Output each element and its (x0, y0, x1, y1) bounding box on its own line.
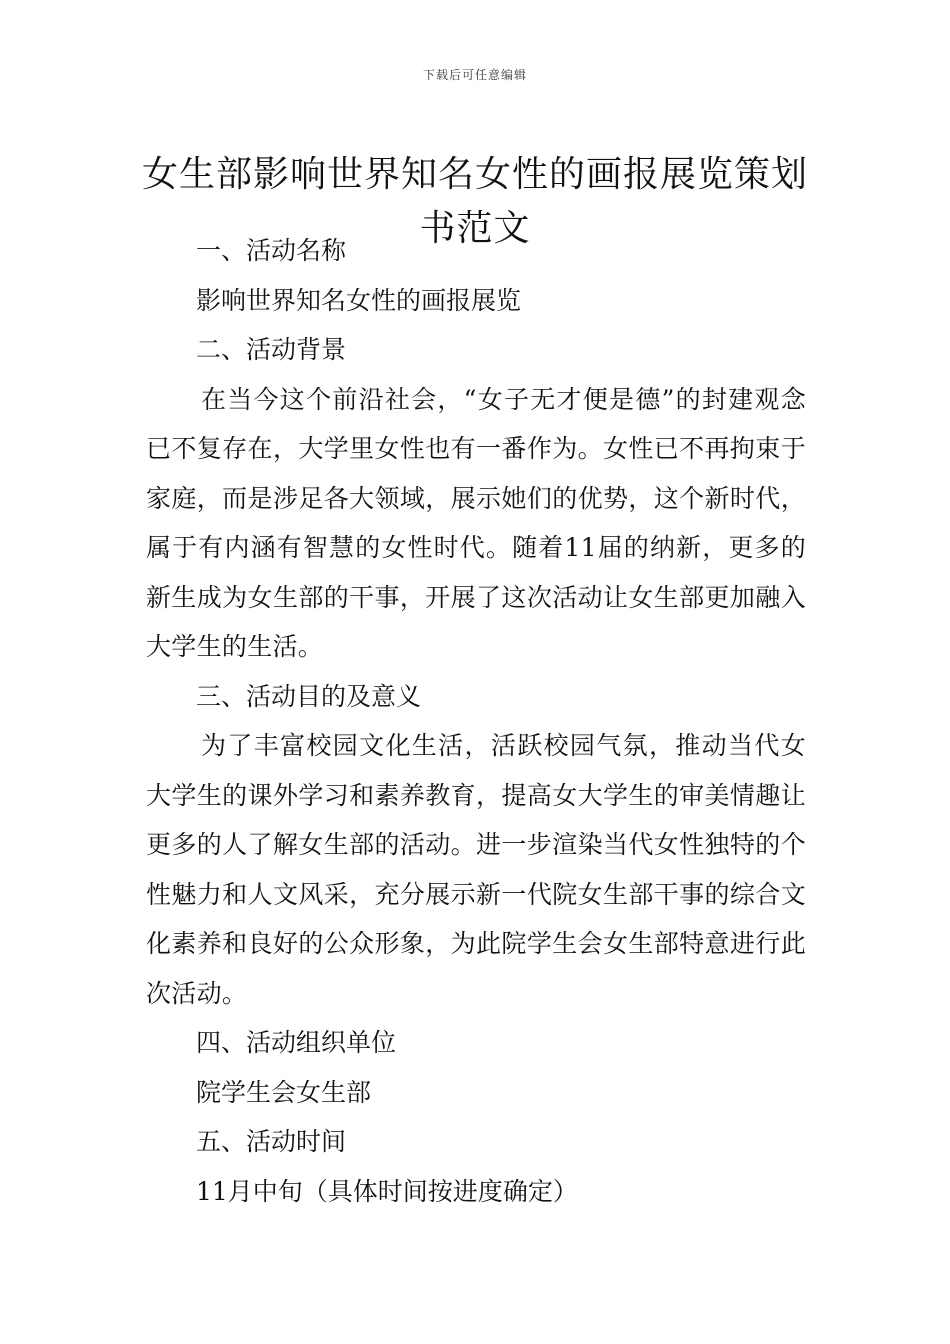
activity-name-text: 影响世界知名女性的画报展览 (196, 285, 522, 315)
activity-time-text: 11月中旬（具体时间按进度确定） (196, 1176, 578, 1206)
watermark-text: 下载后可任意编辑 (422, 68, 527, 82)
section-heading-background: 二、活动背景 (196, 335, 347, 364)
section-heading-purpose: 三、活动目的及意义 (196, 681, 422, 711)
organizer-text: 院学生会女生部 (196, 1077, 372, 1107)
document-body (146, 226, 806, 1216)
purpose-paragraph: 为了丰富校园文化生活，活跃校园气氛，推动当代女大学生的课外学习和素养教育，提高女大学生的审美情趣让更多的人了解女生部的活动。进一步渲染当代女性独特的个性魅力和人文风采，充分展示新一代院女生部干事的综合文化素养和良好的公众形象，为此院学生会女生部特意进行此次活动。 (146, 731, 806, 1008)
section-heading-time: 五、活动时间 (196, 1127, 347, 1156)
background-paragraph: 在当今这个前沿社会，“女子无才便是德”的封建观念已不复存在，大学里女性也有一番作为。女性已不再拘束于家庭，而是涉足各大领域，展示她们的优势，这个新时代，属于有内涵有智慧的女性时代。随着11届的纳新，更多的新生成为女生部的干事，开展了这次活动让女生部更加融入大学生的生活。 (146, 384, 806, 661)
section-heading-activity-name: 一、活动名称 (196, 236, 347, 265)
section-heading-organizer: 四、活动组织单位 (196, 1028, 397, 1057)
document-title: 女生部影响世界知名女性的画报展览策划书范文 (141, 154, 808, 250)
